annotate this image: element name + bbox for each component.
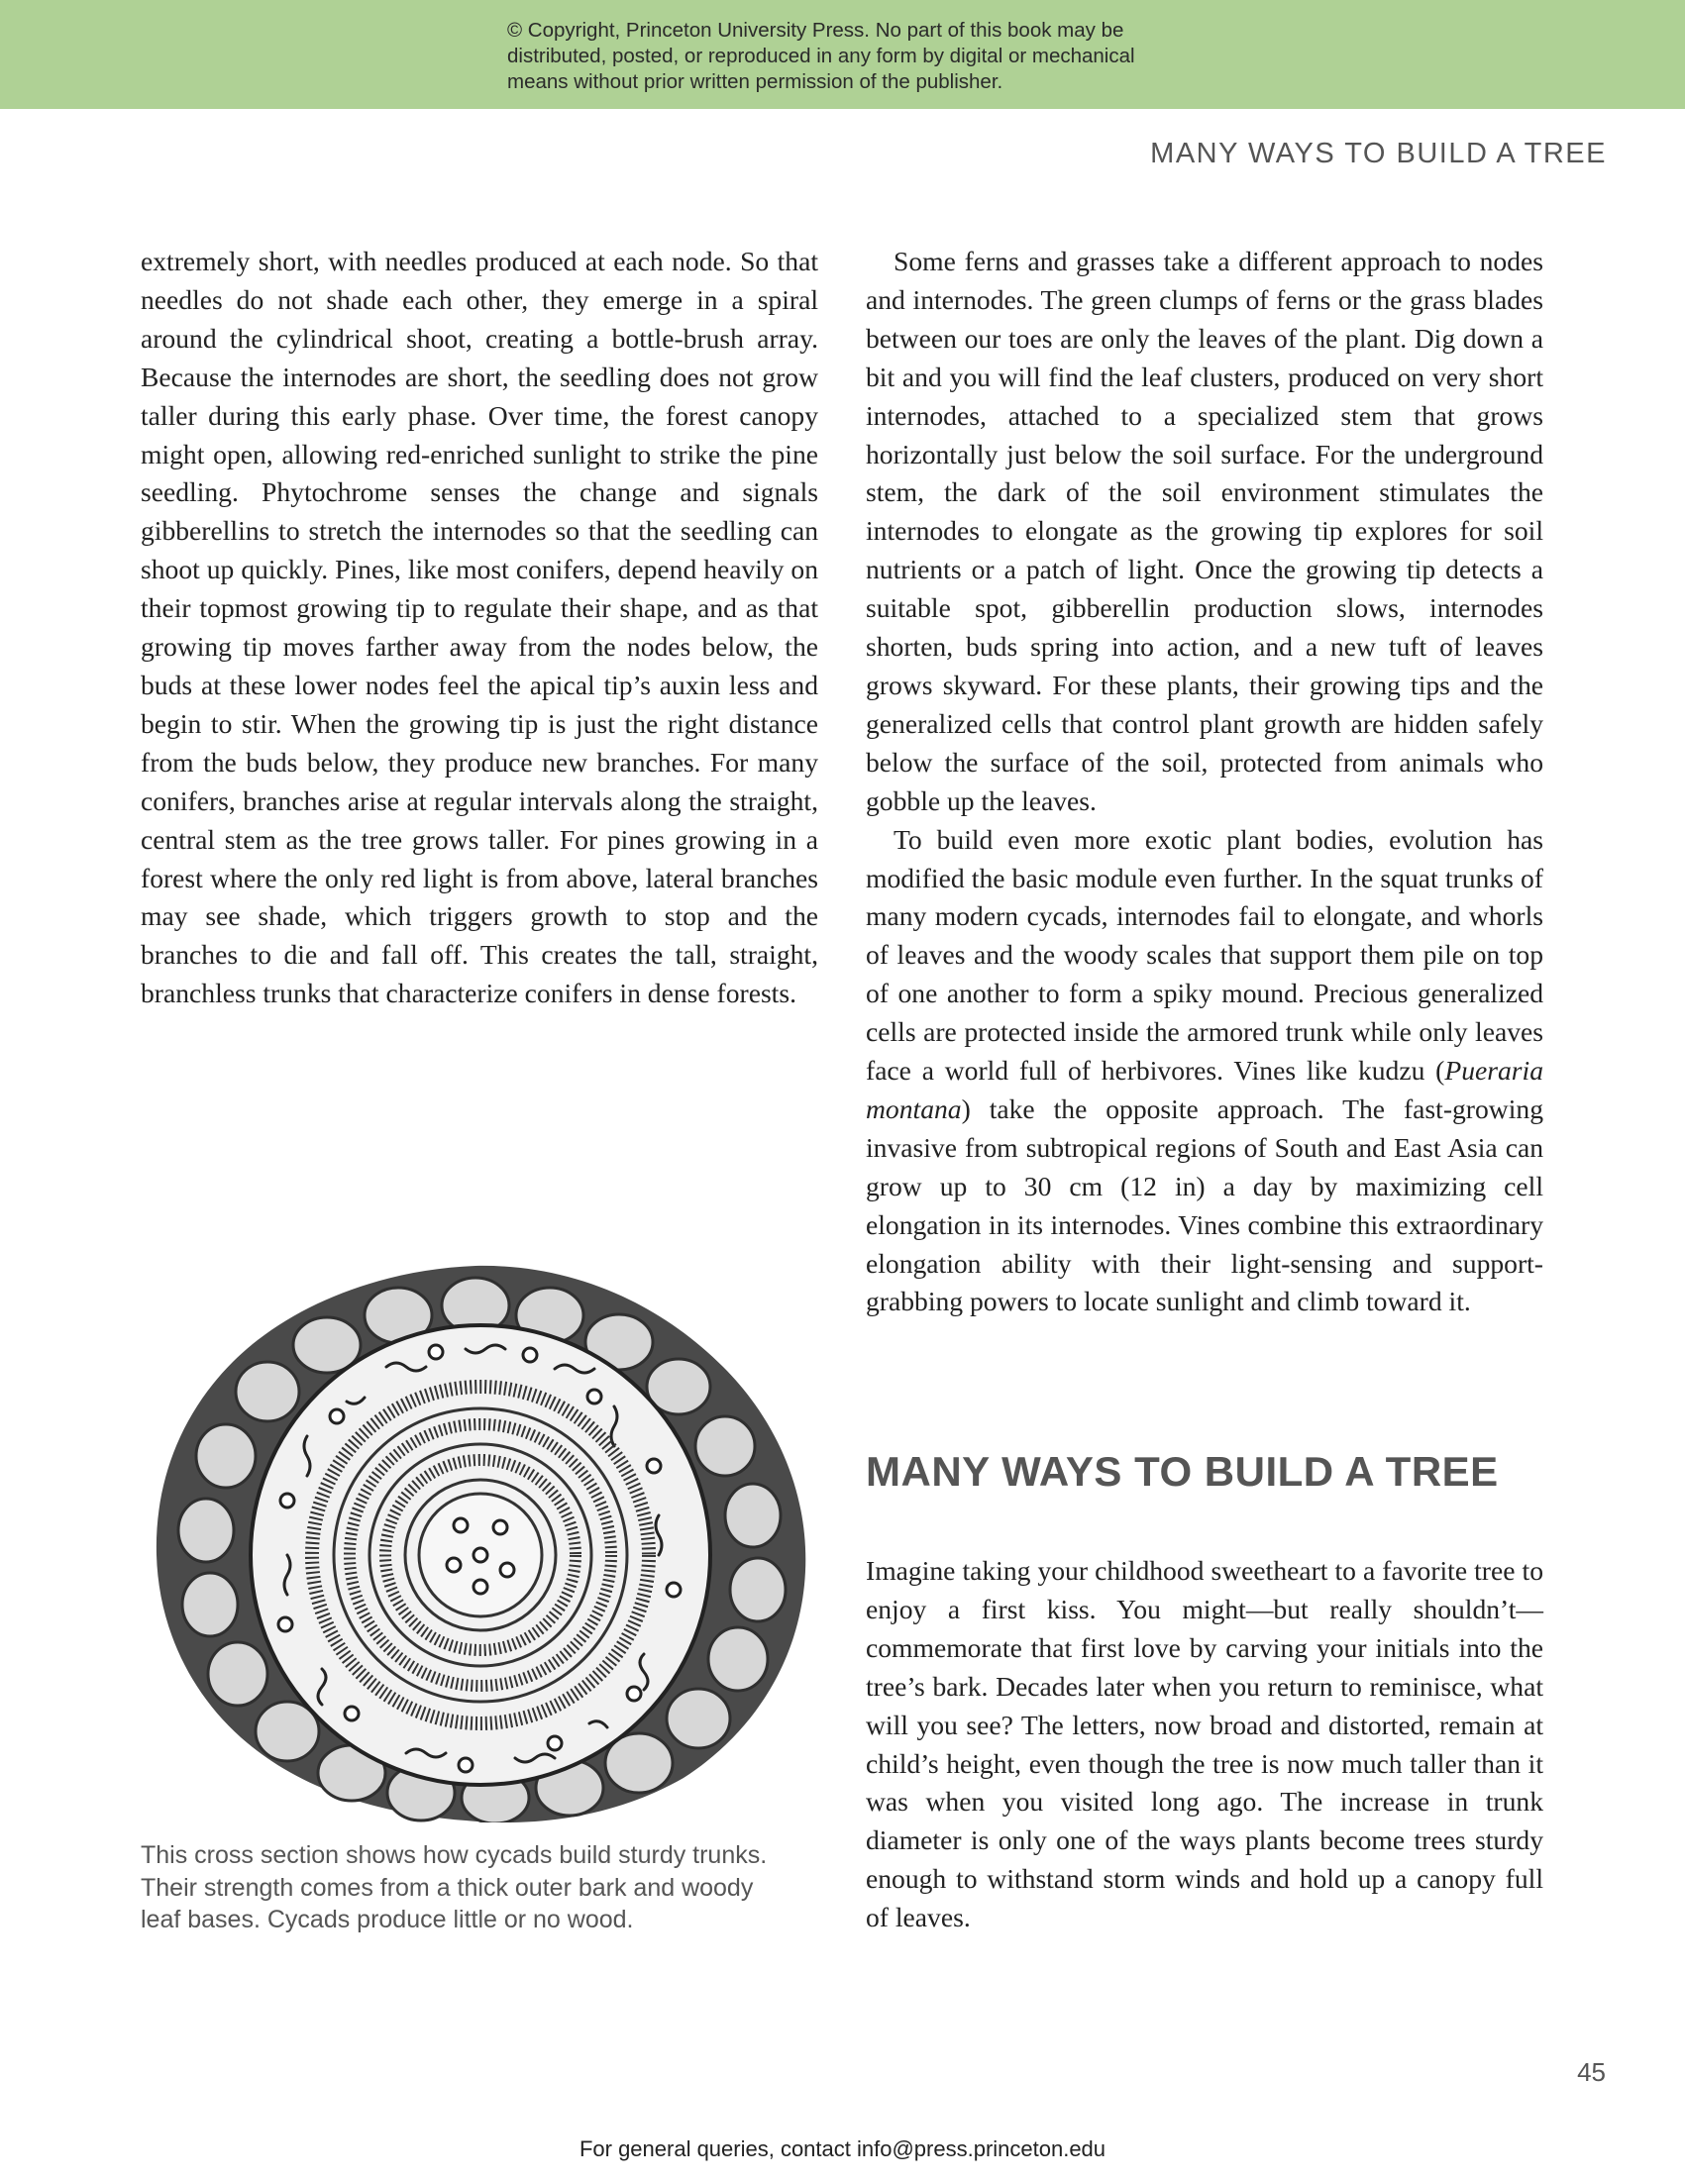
paragraph-2-text-b: ) take the opposite approach. The fast-growing invasive from subtropical regions of South and East Asia can grow up to 30 cm (12 in) a day by maximizing cell elongation in its internodes. Vines combine this extraordinary elongation ability with their light-sensing and support-grabbing powers to locate sunlight and climb toward it. bbox=[866, 1092, 1543, 1317]
figure-caption: This cross section shows how cycads build sturdy trunks. Their strength comes from a thick outer bark and woody leaf bases. Cycads produce little or no wood. bbox=[141, 1841, 768, 1933]
paragraph-2-text-a: To build even more exotic plant bodies, evolution has modified the basic module even further. In the squat trunks of many modern cycads, internodes fail to elongate, and whorls of leaves and the woody scales that support them pile on top of one another to form a spiky mound. Precious generalized cells are protected inside the armored trunk while only leaves face a world full of herbivores. Vines like kudzu ( bbox=[866, 823, 1543, 1087]
right-paragraph-2 bbox=[866, 821, 1543, 1322]
left-column bbox=[141, 243, 818, 1013]
section-body bbox=[866, 1552, 1543, 1937]
copyright-notice bbox=[507, 18, 1260, 95]
copyright-line-3: means without prior written permission of the publisher. bbox=[507, 70, 1003, 93]
copyright-line-1: © Copyright, Princeton University Press. No part of this book may be bbox=[507, 19, 1124, 42]
left-paragraph: extremely short, with needles produced at each node. So that needles do not shade each other, they emerge in a spiral around the cylindrical shoot, creating a bottle-brush array. Because the internodes are short, the seedling does not grow taller during this early phase. Over time, the forest canopy might open, allowing red-enriched sunlight to strike the pine seedling. Phytochrome senses the change and signals gibberellins to stretch the internodes so that the seedling can shoot up quickly. Pines, like most conifers, depend heavily on their topmost growing tip to regulate their shape, and as that growing tip moves farther away from the nodes below, the buds at these lower nodes feel the apical tip’s auxin less and begin to stir. When the growing tip is just the right distance from the buds below, they produce new branches. For many conifers, branches arise at regular intervals along the straight, central stem as the tree grows taller. For pines growing in a forest where the only red light is from above, lateral branches may see shade, which triggers growth to stop and the branches to die and fall off. This creates the tall, straight, branchless trunks that characterize conifers in dense forests. bbox=[141, 246, 818, 1009]
footer-contact: For general queries, contact info@press.princeton.edu bbox=[579, 2136, 1106, 2161]
running-head: MANY WAYS TO BUILD A TREE bbox=[1150, 138, 1607, 169]
copyright-banner bbox=[0, 0, 1685, 109]
section-heading: MANY WAYS TO BUILD A TREE bbox=[866, 1448, 1499, 1495]
page-number: 45 bbox=[1577, 2057, 1606, 2087]
right-column bbox=[866, 243, 1543, 1321]
copyright-line-2: distributed, posted, or reproduced in any form by digital or mechanical bbox=[507, 45, 1135, 67]
right-paragraph-3: Imagine taking your childhood sweetheart to a favorite tree to enjoy a first kiss. You might—but really shouldn’t—commemorate that first love by carving your initials into the tree’s bark. Decades later when you return to reminisce, what will you see? The letters, now broad and distorted, remain at child’s height, even though the tree is now much taller than it was when you visited long ago. The increase in trunk diameter is only one of the ways plants become trees sturdy enough to withstand storm winds and hold up a canopy full of leaves. bbox=[866, 1555, 1543, 1933]
species-name: Pueraria montana bbox=[866, 1055, 1543, 1124]
right-paragraph-1: Some ferns and grasses take a different approach to nodes and internodes. The green clumps of ferns or the grass blades between our toes are only the leaves of the plant. Dig down a bit and you will find the leaf clusters, produced on very short internodes, attached to a specialized stem that grows horizontally just below the soil surface. For the underground stem, the dark of the soil environment stimulates the internodes to elongate as the growing tip explores for soil nutrients or a patch of light. Once the growing tip detects a suitable spot, gibberellin production slows, internodes shorten, buds spring into action, and a new tuft of leaves grows skyward. For these plants, their growing tips and the generalized cells that control plant growth are hidden safely below the surface of the soil, protected from animals who gobble up the leaves. bbox=[866, 246, 1543, 816]
cycad-cross-section-illustration bbox=[139, 1258, 812, 1822]
